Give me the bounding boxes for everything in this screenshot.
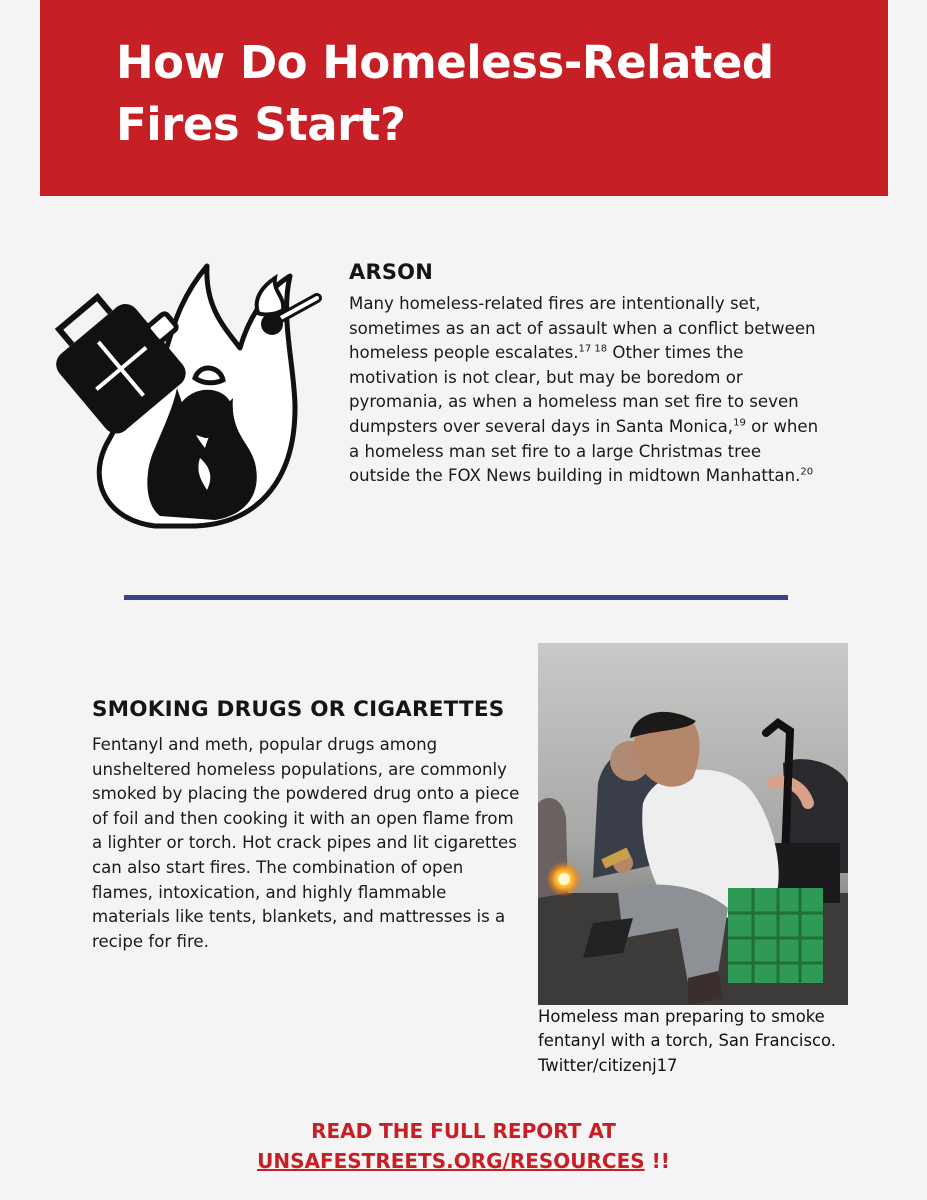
footnote-ref-17-18: 17 18 <box>578 343 608 355</box>
man-smoking-with-torch-photo <box>538 643 848 1005</box>
smoking-heading: SMOKING DRUGS OR CIGARETTES <box>92 697 505 722</box>
section-divider <box>124 595 788 600</box>
footer-call-to-action <box>0 1116 927 1176</box>
caption-line-1: Homeless man preparing to smoke <box>538 1007 825 1026</box>
page-title-line-1: How Do Homeless-Related <box>116 36 774 89</box>
arson-paragraph <box>349 292 819 489</box>
smoking-paragraph: Fentanyl and meth, popular drugs among unsheltered homeless populations, are commonly smoked by placing the powdered drug onto a piece of foil and then cooking it with an open flame from a lighter or torch. Hot crack pipes and lit cigarettes can also start fires. The combination of open flames, intoxication, and highly flammable materials like tents, blankets, and mattresses is a recipe for fire. <box>92 735 520 951</box>
caption-line-3: Twitter/citizenj17 <box>538 1055 678 1075</box>
footer-line-1: READ THE FULL REPORT AT <box>311 1119 616 1143</box>
title-banner <box>40 0 888 196</box>
arson-text-part-2: Other times the motivation is not clear, but may be boredom or pyromania, as when a homeless man set fire to seven dumpsters over several days in Santa Monica, <box>349 343 799 436</box>
report-link[interactable]: UNSAFESTREETS.ORG/RESOURCES <box>257 1149 645 1173</box>
arson-heading: ARSON <box>349 260 433 284</box>
page-title <box>116 32 836 156</box>
fire-gas-can-match-icon <box>55 258 330 530</box>
footer-exclaim: !! <box>644 1149 670 1173</box>
arson-text-part-1: Many homeless-related fires are intentionally set, sometimes as an act of assault when a conflict between homeless people escalates. <box>349 294 816 363</box>
footnote-ref-20: 20 <box>800 466 814 478</box>
footnote-ref-19: 19 <box>733 417 746 429</box>
page-title-line-2: Fires Start? <box>116 98 406 151</box>
arson-text-part-3: or when a homeless man set fire to a large Christmas tree outside the FOX News building in midtown Manhattan. <box>349 416 819 486</box>
photo-caption <box>538 1005 878 1078</box>
footer-line-2 <box>0 1146 927 1176</box>
caption-line-2: fentanyl with a torch, San Francisco. <box>538 1031 836 1051</box>
